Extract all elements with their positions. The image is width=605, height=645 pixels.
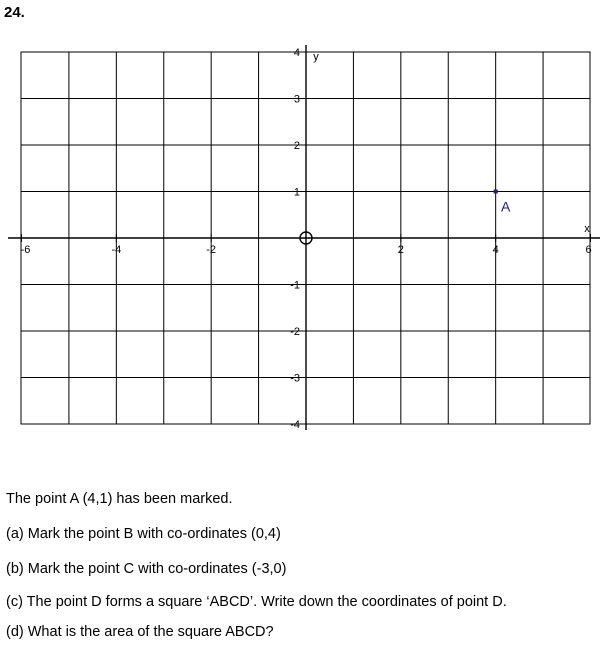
question-part-c: (c) The point D forms a square ‘ABCD’. Write down the coordinates of point D.	[6, 594, 507, 610]
x-tick-label: -4	[111, 244, 122, 256]
x-tick-label: -2	[206, 244, 217, 256]
point-a-label: A	[500, 198, 511, 215]
x-tick-label: 2	[397, 244, 404, 256]
y-tick-label: 1	[293, 186, 300, 199]
y-axis-label: y	[313, 51, 319, 63]
intro-text: The point A (4,1) has been marked.	[6, 491, 233, 507]
y-tick-label: 2	[293, 140, 300, 152]
question-part-d: (d) What is the area of the square ABCD?	[6, 624, 274, 640]
x-tick-label: -6	[20, 244, 31, 256]
y-tick-label: -2	[290, 326, 300, 338]
x-axis-label: x	[584, 223, 590, 235]
question-part-a: (a) Mark the point B with co-ordinates (0,4)	[6, 526, 281, 542]
y-tick-label: -4	[290, 419, 300, 431]
question-part-b: (b) Mark the point C with co-ordinates (-3,0)	[6, 561, 287, 577]
x-tick-label: 6	[585, 244, 592, 256]
y-tick-label: 4	[293, 47, 300, 59]
point-a-marker	[494, 190, 498, 194]
question-number: 24.	[4, 4, 25, 21]
y-tick-label: 3	[293, 93, 300, 106]
y-tick-label: -1	[290, 279, 300, 292]
y-tick-label: -3	[290, 372, 300, 385]
x-tick-label: 4	[492, 244, 499, 256]
